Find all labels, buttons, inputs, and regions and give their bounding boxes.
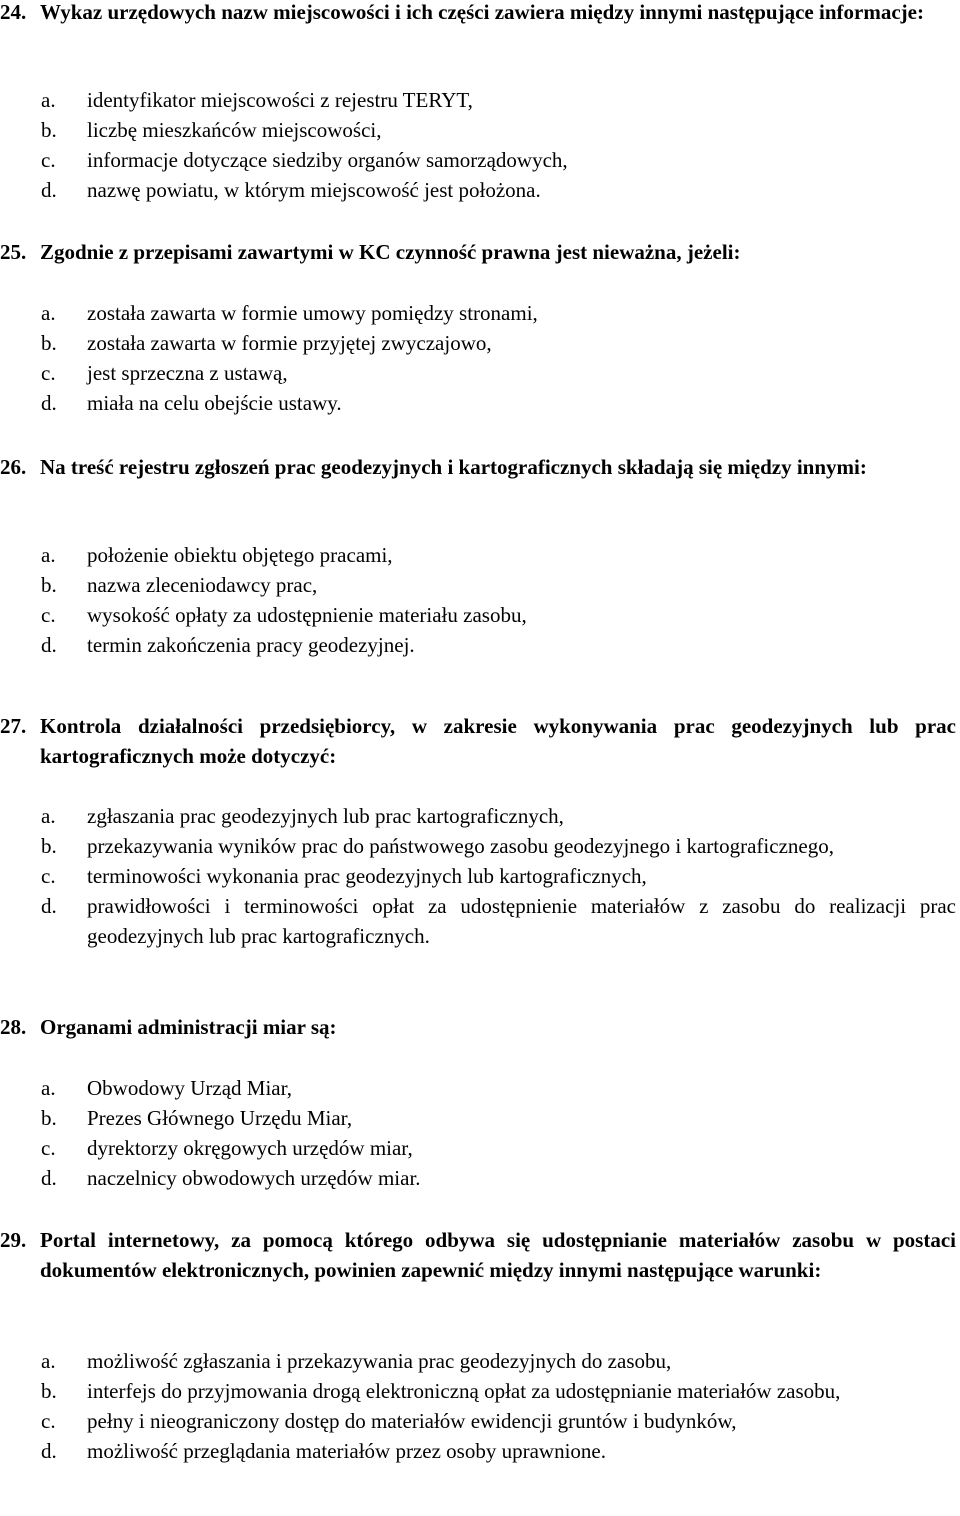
question-number: 24. [0,0,27,24]
option-text: położenie obiektu objętego pracami, [87,543,393,567]
question-number: 25. [0,240,27,264]
option-letter: c. [41,603,56,627]
question-25 [0,237,956,267]
question-text: Zgodnie z przepisami zawartymi w KC czynność prawna jest nieważna, jeżeli: [40,240,741,264]
option-letter: b. [41,834,57,858]
option-letter: d. [41,633,57,657]
option-text: wysokość opłaty za udostępnienie materiału zasobu, [87,603,527,627]
question-heading [0,711,956,771]
question-number: 27. [0,714,27,738]
option-text: terminowości wykonania prac geodezyjnych lub kartograficznych, [87,864,647,888]
answer-option-a [0,801,956,831]
option-letter: a. [41,301,56,325]
option-text: pełny i nieograniczony dostęp do materiałów ewidencji gruntów i budynków, [87,1409,737,1433]
answer-option-d [0,1163,956,1193]
answer-option-b [0,115,956,145]
question-26-options [0,540,956,660]
question-heading [0,0,956,27]
answer-option-a [0,298,956,328]
answer-option-d [0,388,956,418]
question-text: Wykaz urzędowych nazw miejscowości i ich części zawiera między innymi następujące informacje: [40,0,924,24]
option-letter: c. [41,148,56,172]
option-text: nazwa zleceniodawcy prac, [87,573,318,597]
answer-option-d [0,175,956,205]
question-28 [0,1012,956,1042]
question-heading [0,452,956,482]
answer-option-d [0,1436,956,1466]
answer-option-b [0,831,956,861]
option-letter: b. [41,1106,57,1130]
option-letter: c. [41,361,56,385]
answer-option-c [0,1406,956,1436]
answer-option-b [0,1103,956,1133]
question-26 [0,452,956,482]
option-letter: d. [41,178,57,202]
option-letter: a. [41,1076,56,1100]
answer-option-a [0,85,956,115]
question-number: 29. [0,1228,27,1252]
option-text: jest sprzeczna z ustawą, [87,361,288,385]
option-letter: d. [41,391,57,415]
option-text: zgłaszania prac geodezyjnych lub prac kartograficznych, [87,804,564,828]
question-24-options [0,85,956,205]
option-text: naczelnicy obwodowych urzędów miar. [87,1166,421,1190]
option-letter: b. [41,331,57,355]
option-text: identyfikator miejscowości z rejestru TERYT, [87,88,473,112]
option-letter: c. [41,1409,56,1433]
answer-option-d [0,630,956,660]
option-letter: b. [41,573,57,597]
question-heading [0,1012,956,1042]
option-letter: a. [41,88,56,112]
question-heading [0,1225,956,1285]
option-letter: a. [41,804,56,828]
option-text: przekazywania wyników prac do państwowego zasobu geodezyjnego i kartograficznego, [87,834,834,858]
option-text: możliwość przeglądania materiałów przez osoby uprawnione. [87,1439,606,1463]
answer-option-d [0,891,956,951]
question-27-options [0,801,956,951]
question-number: 26. [0,455,27,479]
answer-option-b [0,1376,956,1406]
option-text: nazwę powiatu, w którym miejscowość jest położona. [87,178,541,202]
option-letter: d. [41,1166,57,1190]
question-28-options [0,1073,956,1193]
option-letter: a. [41,543,56,567]
answer-option-b [0,570,956,600]
option-letter: a. [41,1349,56,1373]
answer-option-c [0,358,956,388]
option-text: informacje dotyczące siedziby organów samorządowych, [87,148,568,172]
answer-option-a [0,1346,956,1376]
question-29-options [0,1346,956,1466]
question-27 [0,711,956,771]
answer-option-c [0,861,956,891]
question-number: 28. [0,1015,27,1039]
option-text: Prezes Głównego Urzędu Miar, [87,1106,353,1130]
option-letter: b. [41,118,57,142]
answer-option-c [0,600,956,630]
question-text: Portal internetowy, za pomocą którego odbywa się udostępnianie materiałów zasobu w postaci dokumentów elektronicznych, powinien zapewnić między innymi następujące warunki: [40,1228,956,1282]
option-text: została zawarta w formie przyjętej zwyczajowo, [87,331,492,355]
option-text: możliwość zgłaszania i przekazywania prac geodezyjnych do zasobu, [87,1349,672,1373]
question-24 [0,0,956,27]
question-29 [0,1225,956,1285]
question-text: Organami administracji miar są: [40,1015,337,1039]
option-text: Obwodowy Urząd Miar, [87,1076,293,1100]
answer-option-b [0,328,956,358]
question-heading [0,237,956,267]
option-text: została zawarta w formie umowy pomiędzy stronami, [87,301,538,325]
question-25-options [0,298,956,418]
option-text: miała na celu obejście ustawy. [87,391,342,415]
option-text: interfejs do przyjmowania drogą elektroniczną opłat za udostępnianie materiałów zasobu, [87,1379,841,1403]
option-letter: d. [41,894,57,918]
option-letter: c. [41,864,56,888]
option-text: termin zakończenia pracy geodezyjnej. [87,633,415,657]
option-text: dyrektorzy okręgowych urzędów miar, [87,1136,413,1160]
option-letter: d. [41,1439,57,1463]
option-letter: b. [41,1379,57,1403]
answer-option-c [0,1133,956,1163]
option-text: liczbę mieszkańców miejscowości, [87,118,382,142]
answer-option-a [0,540,956,570]
answer-option-c [0,145,956,175]
question-text: Kontrola działalności przedsiębiorcy, w zakresie wykonywania prac geodezyjnych lub prac kartograficznych może dotyczyć: [40,714,956,768]
question-text: Na treść rejestru zgłoszeń prac geodezyjnych i kartograficznych składają się między innymi: [40,455,867,479]
option-letter: c. [41,1136,56,1160]
answer-option-a [0,1073,956,1103]
option-text: prawidłowości i terminowości opłat za udostępnienie materiałów z zasobu do realizacji prac geodezyjnych lub prac kartograficznych. [87,894,956,948]
